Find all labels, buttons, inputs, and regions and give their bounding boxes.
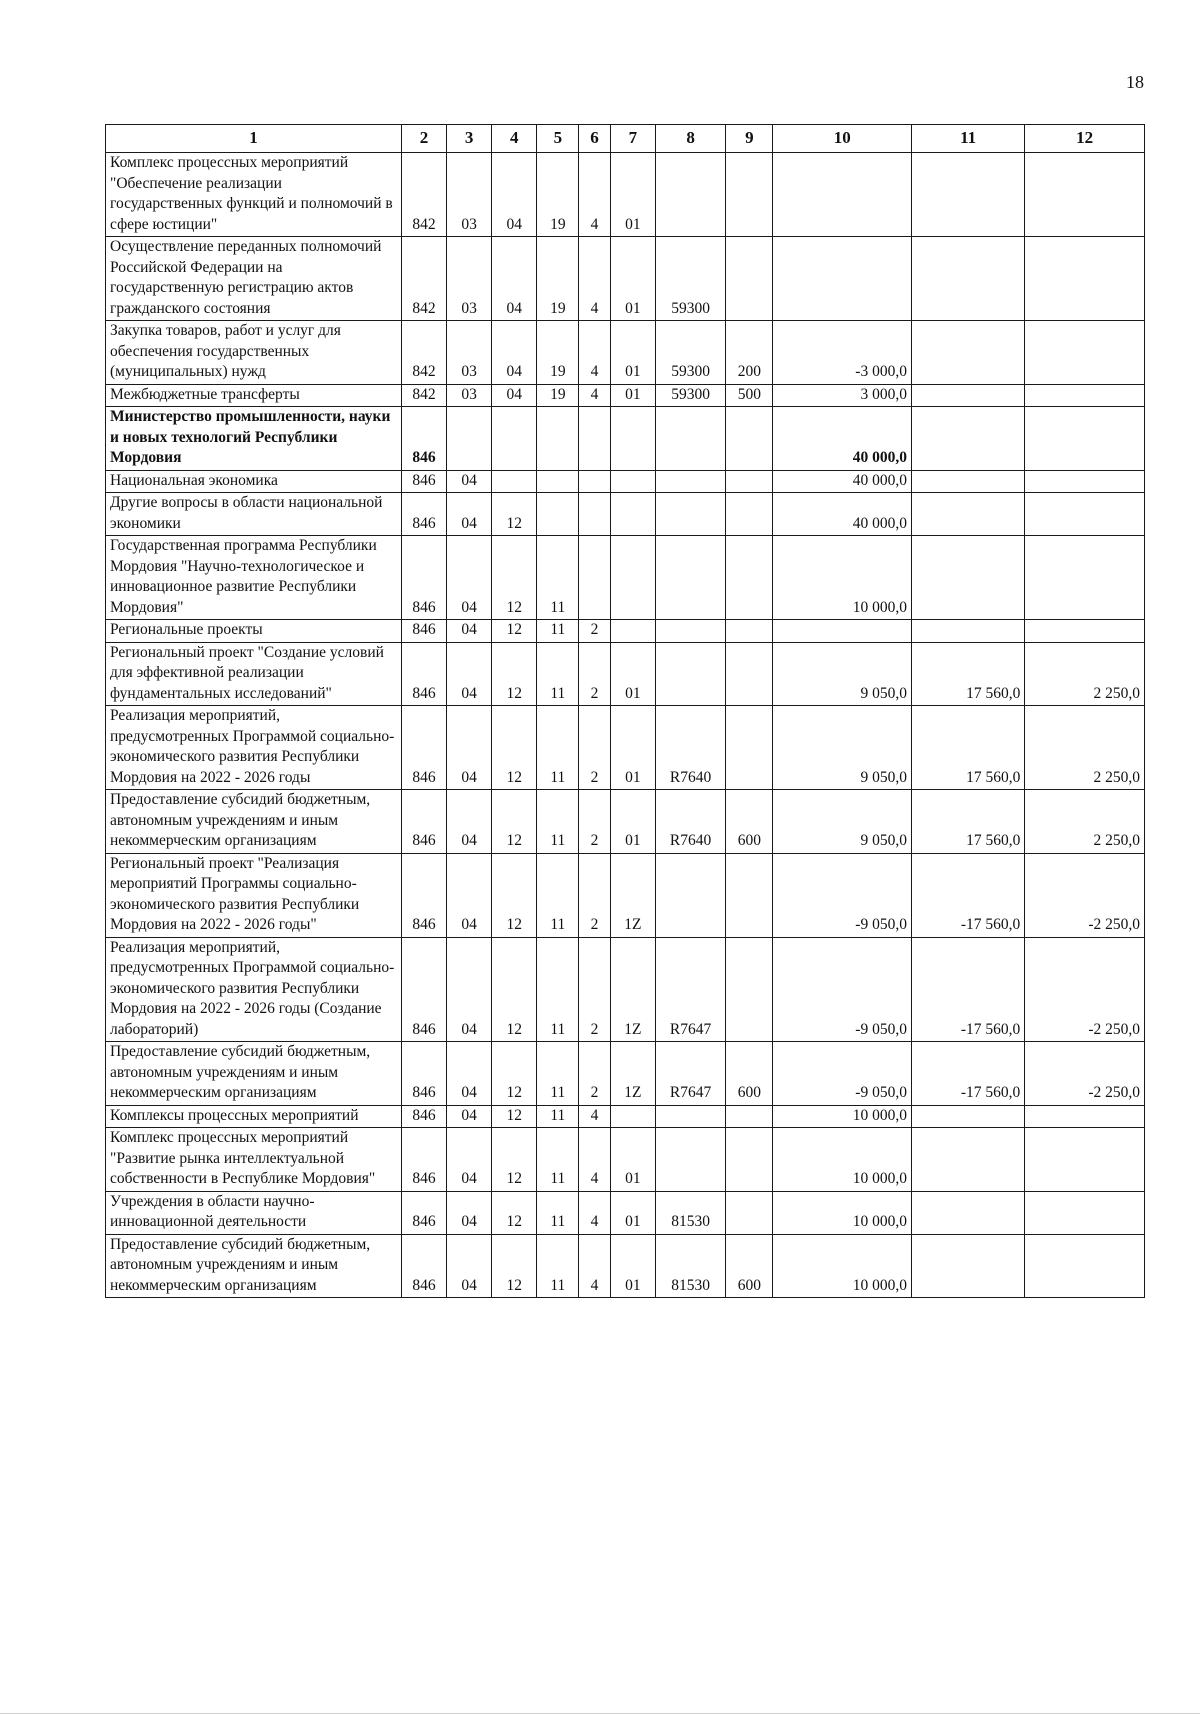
cell-col-9 (726, 153, 773, 237)
cell-col-9 (726, 1105, 773, 1128)
cell-col-4 (492, 470, 537, 493)
cell-col-3: 04 (447, 1042, 492, 1106)
cell-col-11 (911, 470, 1024, 493)
cell-col-4: 04 (492, 321, 537, 385)
cell-col-12 (1025, 536, 1145, 620)
row-name-cell: Предоставление субсидий бюджетным, автономным учреждениям и иным некоммерческим организациям (106, 1234, 402, 1298)
cell-col-7: 1Z (610, 937, 655, 1042)
cell-col-5: 11 (537, 536, 579, 620)
column-header-2: 2 (401, 125, 446, 153)
cell-col-4: 12 (492, 937, 537, 1042)
cell-col-10: 40 000,0 (773, 470, 912, 493)
cell-col-6 (579, 536, 610, 620)
cell-col-12: -2 250,0 (1025, 937, 1145, 1042)
cell-col-9: 600 (726, 1042, 773, 1106)
table-row (106, 321, 1145, 385)
cell-col-8 (655, 1128, 725, 1192)
cell-col-4: 12 (492, 493, 537, 536)
table-row (106, 407, 1145, 471)
cell-col-12 (1025, 407, 1145, 471)
cell-col-2: 842 (401, 384, 446, 407)
cell-col-4: 12 (492, 1105, 537, 1128)
cell-col-7 (610, 620, 655, 643)
column-header-4: 4 (492, 125, 537, 153)
cell-col-10: 40 000,0 (773, 407, 912, 471)
cell-col-5: 11 (537, 1042, 579, 1106)
cell-col-2: 846 (401, 470, 446, 493)
table-row (106, 937, 1145, 1042)
cell-col-3: 04 (447, 1234, 492, 1298)
row-name-cell: Предоставление субсидий бюджетным, автономным учреждениям и иным некоммерческим организациям (106, 1042, 402, 1106)
budget-table (105, 124, 1145, 1298)
cell-col-6: 2 (579, 853, 610, 937)
cell-col-7: 1Z (610, 1042, 655, 1106)
cell-col-8: R7647 (655, 1042, 725, 1106)
cell-col-6: 4 (579, 1191, 610, 1234)
cell-col-9: 200 (726, 321, 773, 385)
row-name-cell: Национальная экономика (106, 470, 402, 493)
cell-col-3: 04 (447, 620, 492, 643)
cell-col-7: 01 (610, 1234, 655, 1298)
column-header-10: 10 (773, 125, 912, 153)
cell-col-11 (911, 1105, 1024, 1128)
cell-col-9 (726, 620, 773, 643)
table-row (106, 153, 1145, 237)
cell-col-8: R7640 (655, 790, 725, 854)
cell-col-3: 04 (447, 642, 492, 706)
cell-col-7 (610, 407, 655, 471)
cell-col-10: 3 000,0 (773, 384, 912, 407)
cell-col-2: 846 (401, 642, 446, 706)
cell-col-9: 600 (726, 1234, 773, 1298)
cell-col-3: 03 (447, 153, 492, 237)
cell-col-11: 17 560,0 (911, 706, 1024, 790)
cell-col-8 (655, 853, 725, 937)
cell-col-7 (610, 536, 655, 620)
row-name-cell: Министерство промышленности, науки и новых технологий Республики Мордовия (106, 407, 402, 471)
cell-col-11 (911, 493, 1024, 536)
cell-col-8: 81530 (655, 1191, 725, 1234)
row-name-cell: Реализация мероприятий, предусмотренных Программой социально-экономического развития Республики Мордовия на 2022 - 2026 годы (106, 706, 402, 790)
cell-col-9 (726, 1128, 773, 1192)
column-header-1: 1 (106, 125, 402, 153)
cell-col-2: 842 (401, 237, 446, 321)
row-name-cell: Предоставление субсидий бюджетным, автономным учреждениям и иным некоммерческим организациям (106, 790, 402, 854)
cell-col-5: 11 (537, 790, 579, 854)
table-row (106, 1234, 1145, 1298)
cell-col-3: 04 (447, 853, 492, 937)
cell-col-11 (911, 237, 1024, 321)
cell-col-2: 846 (401, 706, 446, 790)
cell-col-7: 01 (610, 706, 655, 790)
cell-col-4: 12 (492, 1191, 537, 1234)
cell-col-7: 01 (610, 790, 655, 854)
cell-col-3: 04 (447, 937, 492, 1042)
cell-col-12 (1025, 1105, 1145, 1128)
table-row (106, 536, 1145, 620)
cell-col-3: 03 (447, 384, 492, 407)
cell-col-8 (655, 536, 725, 620)
cell-col-12 (1025, 237, 1145, 321)
cell-col-12: -2 250,0 (1025, 853, 1145, 937)
cell-col-6: 2 (579, 706, 610, 790)
cell-col-3: 04 (447, 536, 492, 620)
cell-col-9 (726, 937, 773, 1042)
table-row (106, 1128, 1145, 1192)
cell-col-10: 10 000,0 (773, 1234, 912, 1298)
cell-col-12 (1025, 1191, 1145, 1234)
cell-col-12 (1025, 493, 1145, 536)
cell-col-6: 2 (579, 937, 610, 1042)
cell-col-9 (726, 642, 773, 706)
table-row (106, 493, 1145, 536)
cell-col-6: 4 (579, 1105, 610, 1128)
cell-col-2: 846 (401, 1128, 446, 1192)
column-header-7: 7 (610, 125, 655, 153)
cell-col-4: 12 (492, 1042, 537, 1106)
row-name-cell: Региональный проект "Создание условий для эффективной реализации фундаментальных исследований" (106, 642, 402, 706)
cell-col-6: 4 (579, 1234, 610, 1298)
cell-col-11 (911, 153, 1024, 237)
cell-col-8 (655, 620, 725, 643)
cell-col-11: 17 560,0 (911, 790, 1024, 854)
row-name-cell: Комплекс процессных мероприятий "Развитие рынка интеллектуальной собственности в Республике Мордовия" (106, 1128, 402, 1192)
cell-col-4: 12 (492, 620, 537, 643)
cell-col-12 (1025, 1234, 1145, 1298)
cell-col-5: 19 (537, 153, 579, 237)
column-header-8: 8 (655, 125, 725, 153)
cell-col-5: 19 (537, 237, 579, 321)
cell-col-7 (610, 1105, 655, 1128)
table-row (106, 1191, 1145, 1234)
cell-col-3: 03 (447, 321, 492, 385)
cell-col-11 (911, 620, 1024, 643)
cell-col-7 (610, 493, 655, 536)
cell-col-5: 11 (537, 620, 579, 643)
column-header-3: 3 (447, 125, 492, 153)
cell-col-9 (726, 706, 773, 790)
cell-col-10: -9 050,0 (773, 853, 912, 937)
cell-col-3: 04 (447, 1105, 492, 1128)
cell-col-5: 11 (537, 1128, 579, 1192)
cell-col-12 (1025, 321, 1145, 385)
cell-col-7: 01 (610, 153, 655, 237)
cell-col-5: 11 (537, 706, 579, 790)
table-row (106, 706, 1145, 790)
cell-col-5 (537, 493, 579, 536)
cell-col-12: -2 250,0 (1025, 1042, 1145, 1106)
cell-col-7: 1Z (610, 853, 655, 937)
table-row (106, 470, 1145, 493)
table-row (106, 790, 1145, 854)
cell-col-10: 10 000,0 (773, 1105, 912, 1128)
cell-col-12 (1025, 1128, 1145, 1192)
cell-col-6 (579, 493, 610, 536)
cell-col-2: 846 (401, 1234, 446, 1298)
cell-col-5: 19 (537, 321, 579, 385)
cell-col-11 (911, 407, 1024, 471)
cell-col-11 (911, 1128, 1024, 1192)
cell-col-12 (1025, 470, 1145, 493)
cell-col-6: 4 (579, 384, 610, 407)
column-header-9: 9 (726, 125, 773, 153)
column-header-5: 5 (537, 125, 579, 153)
row-name-cell: Осуществление переданных полномочий Российской Федерации на государственную регистрацию актов гражданского состояния (106, 237, 402, 321)
cell-col-2: 846 (401, 407, 446, 471)
cell-col-4: 12 (492, 706, 537, 790)
cell-col-8: 81530 (655, 1234, 725, 1298)
cell-col-11 (911, 536, 1024, 620)
row-name-cell: Учреждения в области научно-инновационной деятельности (106, 1191, 402, 1234)
cell-col-8: 59300 (655, 384, 725, 407)
cell-col-7: 01 (610, 237, 655, 321)
cell-col-12 (1025, 620, 1145, 643)
cell-col-6 (579, 407, 610, 471)
cell-col-7: 01 (610, 321, 655, 385)
cell-col-7: 01 (610, 384, 655, 407)
cell-col-3: 04 (447, 706, 492, 790)
cell-col-4: 12 (492, 790, 537, 854)
cell-col-11: 17 560,0 (911, 642, 1024, 706)
cell-col-4: 12 (492, 1128, 537, 1192)
cell-col-2: 846 (401, 536, 446, 620)
cell-col-11 (911, 384, 1024, 407)
column-header-6: 6 (579, 125, 610, 153)
cell-col-8 (655, 470, 725, 493)
cell-col-6: 4 (579, 321, 610, 385)
table-row (106, 1105, 1145, 1128)
row-name-cell: Комплекс процессных мероприятий "Обеспечение реализации государственных функций и полномочий в сфере юстиции" (106, 153, 402, 237)
row-name-cell: Государственная программа Республики Мордовия "Научно-технологическое и инновационное развитие Республики Мордовия" (106, 536, 402, 620)
cell-col-10 (773, 237, 912, 321)
cell-col-8: 59300 (655, 237, 725, 321)
cell-col-3: 04 (447, 790, 492, 854)
cell-col-9 (726, 493, 773, 536)
cell-col-5: 11 (537, 1191, 579, 1234)
row-name-cell: Региональные проекты (106, 620, 402, 643)
cell-col-3: 03 (447, 237, 492, 321)
cell-col-12 (1025, 384, 1145, 407)
cell-col-11 (911, 1234, 1024, 1298)
cell-col-11: -17 560,0 (911, 1042, 1024, 1106)
cell-col-4: 12 (492, 853, 537, 937)
cell-col-9 (726, 407, 773, 471)
header-row (106, 125, 1145, 153)
cell-col-5: 11 (537, 937, 579, 1042)
table-row (106, 642, 1145, 706)
cell-col-2: 842 (401, 321, 446, 385)
cell-col-8: R7640 (655, 706, 725, 790)
cell-col-10: -9 050,0 (773, 1042, 912, 1106)
cell-col-9 (726, 237, 773, 321)
cell-col-2: 842 (401, 153, 446, 237)
cell-col-5: 11 (537, 1234, 579, 1298)
row-name-cell: Межбюджетные трансферты (106, 384, 402, 407)
cell-col-11: -17 560,0 (911, 937, 1024, 1042)
cell-col-6 (579, 470, 610, 493)
cell-col-12: 2 250,0 (1025, 790, 1145, 854)
cell-col-9 (726, 536, 773, 620)
cell-col-8 (655, 642, 725, 706)
cell-col-6: 4 (579, 237, 610, 321)
cell-col-5 (537, 407, 579, 471)
cell-col-9 (726, 470, 773, 493)
row-name-cell: Другие вопросы в области национальной экономики (106, 493, 402, 536)
cell-col-10: 9 050,0 (773, 706, 912, 790)
cell-col-11 (911, 321, 1024, 385)
cell-col-2: 846 (401, 853, 446, 937)
cell-col-8: 59300 (655, 321, 725, 385)
cell-col-6: 2 (579, 620, 610, 643)
cell-col-10: 10 000,0 (773, 1191, 912, 1234)
cell-col-7 (610, 470, 655, 493)
cell-col-4: 04 (492, 237, 537, 321)
cell-col-6: 2 (579, 642, 610, 706)
cell-col-11 (911, 1191, 1024, 1234)
cell-col-11: -17 560,0 (911, 853, 1024, 937)
cell-col-8 (655, 1105, 725, 1128)
cell-col-9 (726, 1191, 773, 1234)
cell-col-7: 01 (610, 1191, 655, 1234)
cell-col-5 (537, 470, 579, 493)
cell-col-8 (655, 153, 725, 237)
cell-col-8 (655, 407, 725, 471)
cell-col-7: 01 (610, 642, 655, 706)
cell-col-4 (492, 407, 537, 471)
cell-col-12 (1025, 153, 1145, 237)
cell-col-6: 2 (579, 1042, 610, 1106)
cell-col-9: 500 (726, 384, 773, 407)
cell-col-5: 19 (537, 384, 579, 407)
cell-col-3: 04 (447, 493, 492, 536)
cell-col-2: 846 (401, 1191, 446, 1234)
column-header-11: 11 (911, 125, 1024, 153)
cell-col-5: 11 (537, 853, 579, 937)
cell-col-2: 846 (401, 1042, 446, 1106)
cell-col-4: 12 (492, 1234, 537, 1298)
cell-col-4: 04 (492, 153, 537, 237)
cell-col-2: 846 (401, 937, 446, 1042)
table-row (106, 1042, 1145, 1106)
cell-col-2: 846 (401, 790, 446, 854)
row-name-cell: Закупка товаров, работ и услуг для обеспечения государственных (муниципальных) нужд (106, 321, 402, 385)
cell-col-5: 11 (537, 1105, 579, 1128)
cell-col-10: 10 000,0 (773, 536, 912, 620)
cell-col-10 (773, 153, 912, 237)
cell-col-6: 4 (579, 1128, 610, 1192)
cell-col-10: 9 050,0 (773, 642, 912, 706)
table-row (106, 237, 1145, 321)
cell-col-4: 04 (492, 384, 537, 407)
cell-col-4: 12 (492, 536, 537, 620)
cell-col-3: 04 (447, 1191, 492, 1234)
cell-col-3: 04 (447, 1128, 492, 1192)
cell-col-10: -9 050,0 (773, 937, 912, 1042)
cell-col-3 (447, 407, 492, 471)
cell-col-2: 846 (401, 620, 446, 643)
column-header-12: 12 (1025, 125, 1145, 153)
cell-col-8 (655, 493, 725, 536)
row-name-cell: Региональный проект "Реализация мероприятий Программы социально-экономического развития Республики Мордовия на 2022 - 2026 годы" (106, 853, 402, 937)
cell-col-10: 9 050,0 (773, 790, 912, 854)
cell-col-9: 600 (726, 790, 773, 854)
table-row (106, 853, 1145, 937)
cell-col-6: 2 (579, 790, 610, 854)
cell-col-12: 2 250,0 (1025, 706, 1145, 790)
table-row (106, 620, 1145, 643)
cell-col-12: 2 250,0 (1025, 642, 1145, 706)
cell-col-2: 846 (401, 1105, 446, 1128)
cell-col-10: 40 000,0 (773, 493, 912, 536)
cell-col-10: -3 000,0 (773, 321, 912, 385)
page-number: 18 (1126, 72, 1144, 92)
table-row (106, 384, 1145, 407)
cell-col-5: 11 (537, 642, 579, 706)
cell-col-3: 04 (447, 470, 492, 493)
cell-col-8: R7647 (655, 937, 725, 1042)
cell-col-10: 10 000,0 (773, 1128, 912, 1192)
cell-col-6: 4 (579, 153, 610, 237)
table-body (106, 153, 1145, 1298)
row-name-cell: Реализация мероприятий, предусмотренных Программой социально-экономического развития Республики Мордовия на 2022 - 2026 годы (Создание лабораторий) (106, 937, 402, 1042)
cell-col-9 (726, 853, 773, 937)
cell-col-10 (773, 620, 912, 643)
cell-col-7: 01 (610, 1128, 655, 1192)
row-name-cell: Комплексы процессных мероприятий (106, 1105, 402, 1128)
cell-col-2: 846 (401, 493, 446, 536)
cell-col-4: 12 (492, 642, 537, 706)
